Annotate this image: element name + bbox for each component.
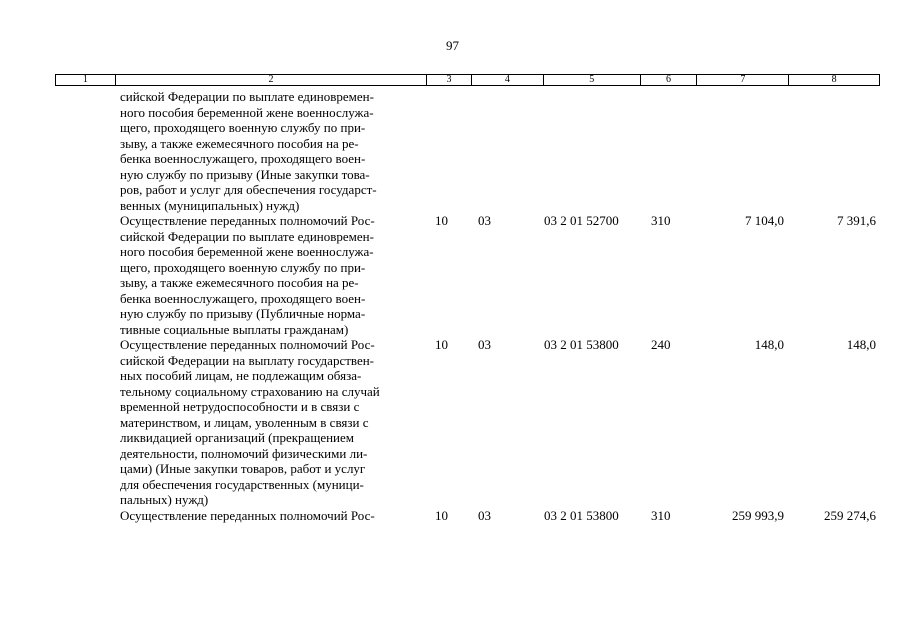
row-amount-1: 148,0: [754, 337, 784, 352]
row-expense-type: 310: [651, 213, 671, 228]
row-subsection: 03: [478, 507, 491, 523]
header-col-4: 4: [472, 75, 544, 85]
table-header: [55, 74, 880, 86]
row-section: 10: [435, 507, 448, 523]
row-amount-2: [790, 89, 880, 213]
row-amount-1: 7 104,0: [745, 213, 784, 228]
row-amount-2: 148,0: [846, 337, 876, 352]
row-amount-2: 259 274,6: [824, 507, 876, 523]
row-target-code: 03 2 01 53800: [544, 337, 619, 352]
row-description: сийской Федерации по выплате единовремен- ного пособия беременной жене военнослужа- щего, проходящего военную службу по при- зыву, а также ежемесячного пособия на ре- бенка военнослужащего, проходящего воен- ную службу по призыву (Иные закупки това- ров, работ и услуг для обеспечения государст- венных (муниципальных) нужд): [120, 89, 377, 213]
row-section: 10: [435, 213, 448, 228]
table-row: [55, 508, 880, 524]
header-col-3: 3: [427, 75, 472, 85]
row-expense-type: 240: [651, 337, 671, 352]
header-col-7: 7: [697, 75, 789, 85]
table-row: [55, 213, 880, 337]
header-col-5: 5: [544, 75, 641, 85]
row-section: [427, 89, 472, 213]
header-col-1: 1: [56, 75, 116, 85]
row-amount-1: 259 993,9: [732, 507, 784, 523]
row-target-code: 03 2 01 52700: [544, 213, 619, 228]
row-expense-type: [641, 89, 698, 213]
row-target-code: [544, 89, 641, 213]
header-col-2: 2: [116, 75, 427, 85]
row-subsection: 03: [478, 213, 491, 228]
header-col-8: 8: [831, 74, 837, 85]
row-subsection: [472, 89, 544, 213]
row-amount-1: [698, 89, 790, 213]
row-section: 10: [435, 337, 448, 352]
row-description: Осуществление переданных полномочий Рос- сийской Федерации по выплате единовремен- ного пособия беременной жене военнослужа- щего, проходящего военную службу по при- зыву, а также ежемесячного пособия на ре- бенка военнослужащего, проходящего воен- ную службу по призыву (Публичные норма- тивные социальные выплаты гражданам): [120, 213, 375, 337]
row-subsection: 03: [478, 337, 491, 352]
row-description: Осуществление переданных полномочий Рос-: [120, 507, 375, 523]
table-row: [55, 337, 880, 508]
table-row: [55, 89, 880, 213]
row-amount-2: 7 391,6: [837, 213, 876, 228]
header-col-6: 6: [641, 75, 698, 85]
row-target-code: 03 2 01 53800: [544, 507, 619, 523]
table-body: [55, 89, 880, 523]
row-expense-type: 310: [651, 507, 671, 523]
page-number: 97: [446, 38, 459, 53]
row-description: Осуществление переданных полномочий Рос- сийской Федерации на выплату государствен- ных пособий лицам, не подлежащим обяза- тельному социальному страхованию на случай временной нетрудоспособности и в связи с материнством, и лицам, уволенным в связи с ликвидацией организаций (прекращением деятельности, полномочий физическими ли- цами) (Иные закупки товаров, работ и услуг для обеспечения государственных (муници- пальных) нужд): [120, 337, 380, 507]
